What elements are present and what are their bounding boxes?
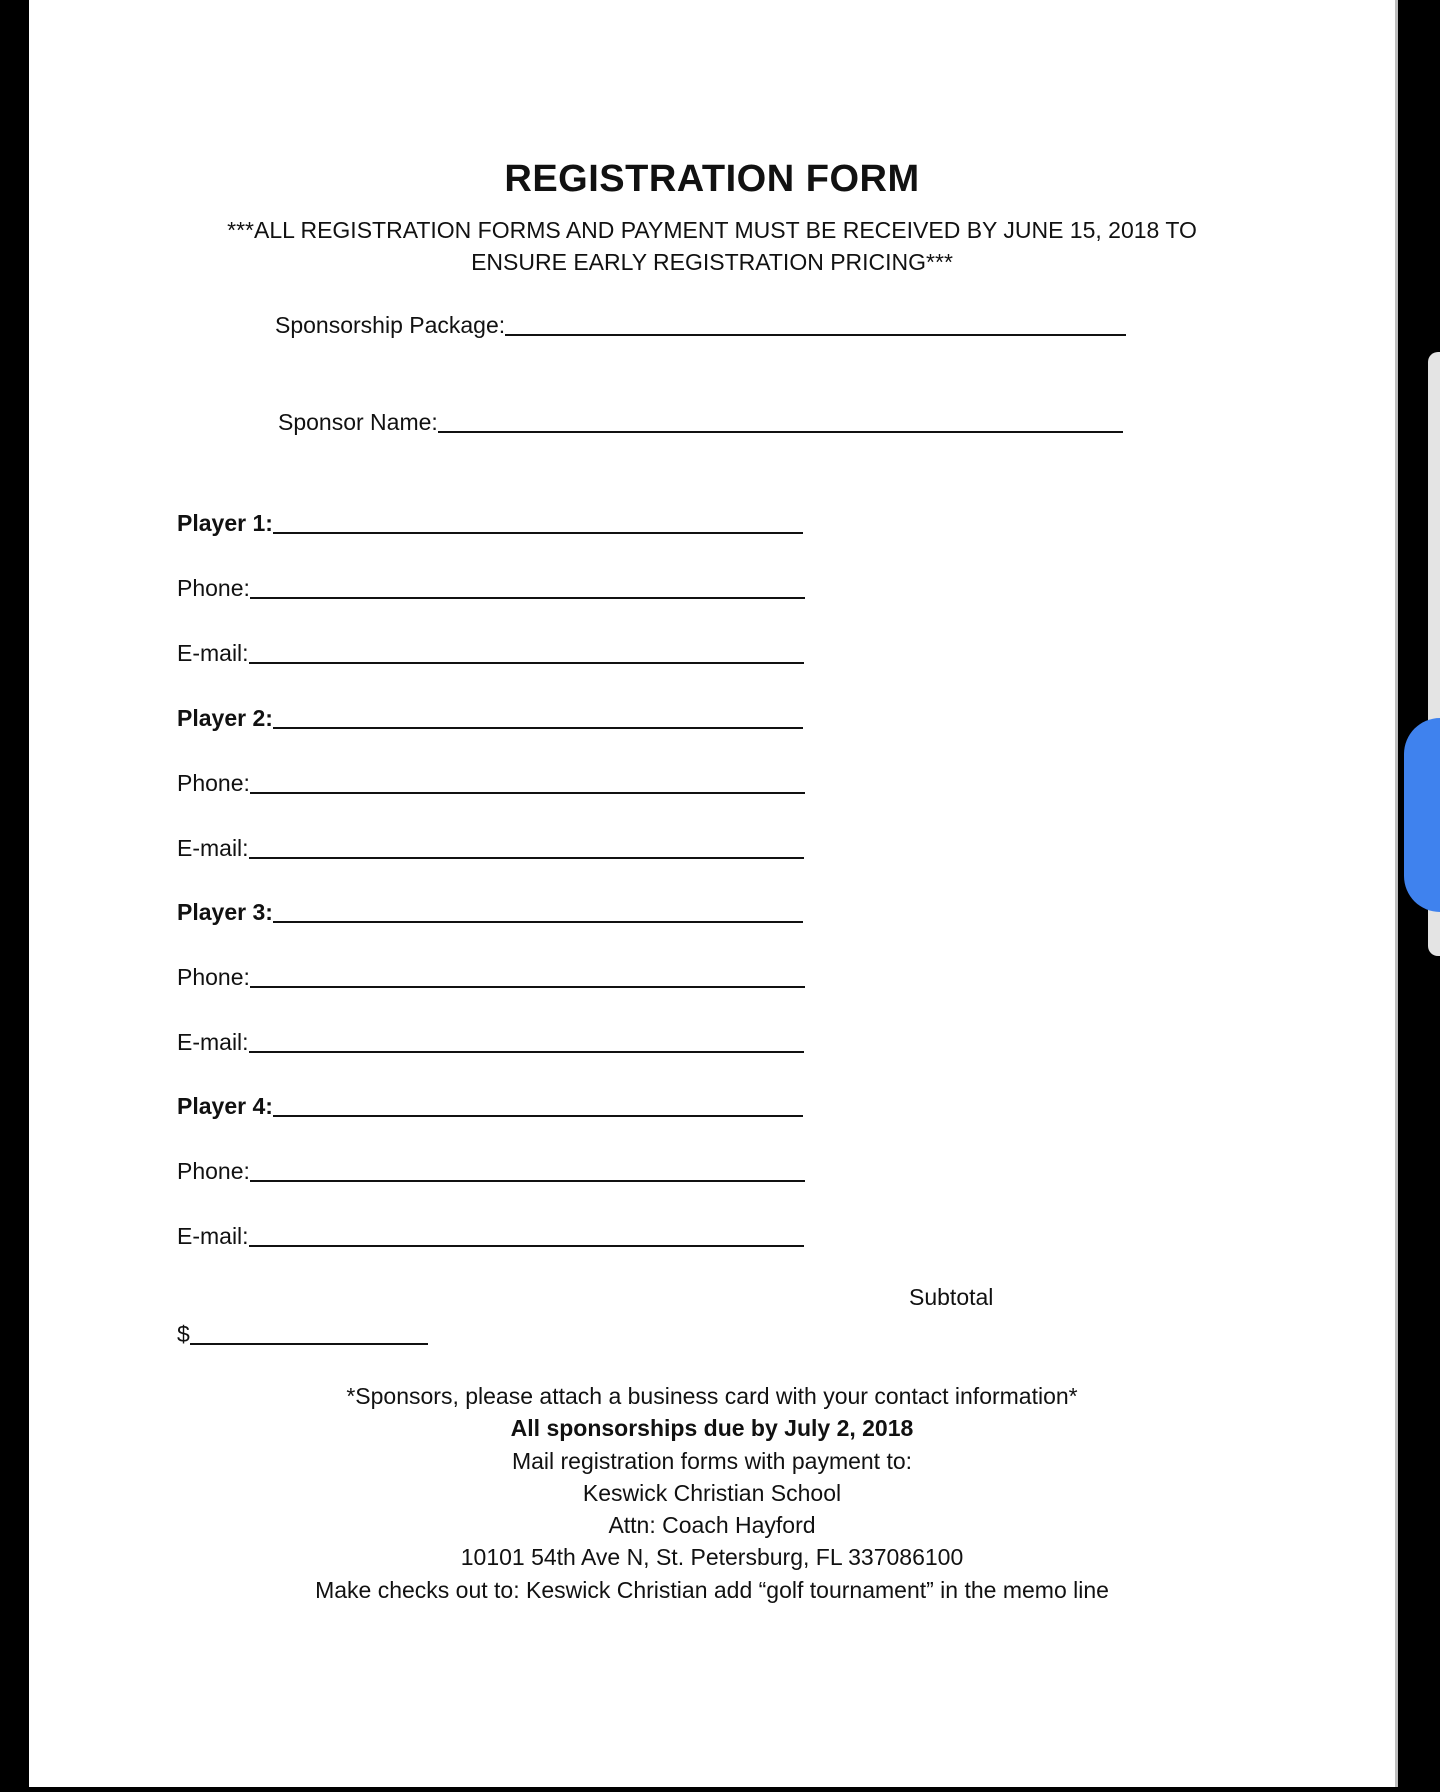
sponsorship-package-line[interactable] bbox=[505, 312, 1126, 336]
player-3-label: Player 3: bbox=[177, 899, 273, 925]
player-2-email-line[interactable] bbox=[249, 835, 804, 859]
player-2-label: Player 2: bbox=[177, 705, 273, 731]
player-3-phone-line[interactable] bbox=[250, 964, 805, 988]
player-2-email-field bbox=[177, 831, 804, 861]
player-3-phone-field bbox=[177, 960, 805, 990]
mail-instruction: Mail registration forms with payment to: bbox=[511, 1447, 913, 1474]
notice-line-2: ENSURE EARLY REGISTRATION PRICING*** bbox=[471, 249, 953, 275]
player-4-line[interactable] bbox=[273, 1093, 803, 1117]
sponsorship-package-field bbox=[275, 308, 1126, 338]
dollar-sign-label: $ bbox=[177, 1321, 190, 1347]
sponsor-name-field bbox=[278, 405, 1123, 435]
player-2-email-label: E-mail: bbox=[177, 835, 249, 861]
player-4-phone-field bbox=[177, 1154, 805, 1184]
player-1-phone-label: Phone: bbox=[177, 575, 250, 601]
page-edge bbox=[1395, 0, 1398, 1787]
registration-deadline-notice bbox=[29, 214, 1395, 278]
player-1-email-field bbox=[177, 636, 804, 666]
player-4-label: Player 4: bbox=[177, 1093, 273, 1119]
player-4-phone-line[interactable] bbox=[250, 1158, 805, 1182]
player-1-email-label: E-mail: bbox=[177, 640, 249, 666]
player-1-line[interactable] bbox=[273, 510, 803, 534]
player-1-email-line[interactable] bbox=[249, 640, 804, 664]
subtotal-label: Subtotal bbox=[909, 1284, 994, 1310]
attention-line: Attn: Coach Hayford bbox=[608, 1512, 816, 1539]
player-3-email-label: E-mail: bbox=[177, 1029, 249, 1055]
player-2-field bbox=[177, 701, 803, 731]
sponsor-name-label: Sponsor Name: bbox=[278, 409, 438, 435]
sponsorship-package-label: Sponsorship Package: bbox=[275, 312, 506, 338]
player-2-phone-field bbox=[177, 766, 805, 796]
notice-line-1: ***ALL REGISTRATION FORMS AND PAYMENT MUST BE RECEIVED BY JUNE 15, 2018 TO bbox=[227, 217, 1197, 243]
sponsorship-due-note: All sponsorships due by July 2, 2018 bbox=[510, 1415, 914, 1442]
checks-payable-note: Make checks out to: Keswick Christian add “golf tournament” in the memo line bbox=[315, 1576, 1109, 1603]
scrollbar-thumb[interactable] bbox=[1404, 718, 1440, 912]
player-2-line[interactable] bbox=[273, 705, 803, 729]
player-4-email-label: E-mail: bbox=[177, 1223, 249, 1249]
player-1-phone-line[interactable] bbox=[250, 575, 805, 599]
player-1-label: Player 1: bbox=[177, 510, 273, 536]
player-3-email-field bbox=[177, 1025, 804, 1055]
player-3-email-line[interactable] bbox=[249, 1029, 804, 1053]
attach-business-card-note: *Sponsors, please attach a business card with your contact information* bbox=[346, 1383, 1078, 1409]
school-name: Keswick Christian School bbox=[582, 1479, 842, 1506]
player-1-phone-field bbox=[177, 571, 805, 601]
player-2-phone-line[interactable] bbox=[250, 770, 805, 794]
player-4-field bbox=[177, 1089, 803, 1119]
player-3-phone-label: Phone: bbox=[177, 964, 250, 990]
player-4-email-line[interactable] bbox=[249, 1223, 804, 1247]
player-4-email-field bbox=[177, 1219, 804, 1249]
subtotal-amount-line[interactable] bbox=[190, 1321, 428, 1345]
form-title: REGISTRATION FORM bbox=[504, 158, 920, 200]
player-2-phone-label: Phone: bbox=[177, 770, 250, 796]
sponsor-name-line[interactable] bbox=[438, 409, 1123, 433]
subtotal-amount-field bbox=[177, 1317, 428, 1347]
player-3-field bbox=[177, 895, 803, 925]
player-4-phone-label: Phone: bbox=[177, 1158, 250, 1184]
viewer-bottom-bar bbox=[0, 1787, 1440, 1792]
mailing-address: 10101 54th Ave N, St. Petersburg, FL 337086100 bbox=[460, 1544, 964, 1571]
player-1-field bbox=[177, 506, 803, 536]
mailing-instructions bbox=[29, 1380, 1395, 1606]
player-3-line[interactable] bbox=[273, 899, 803, 923]
